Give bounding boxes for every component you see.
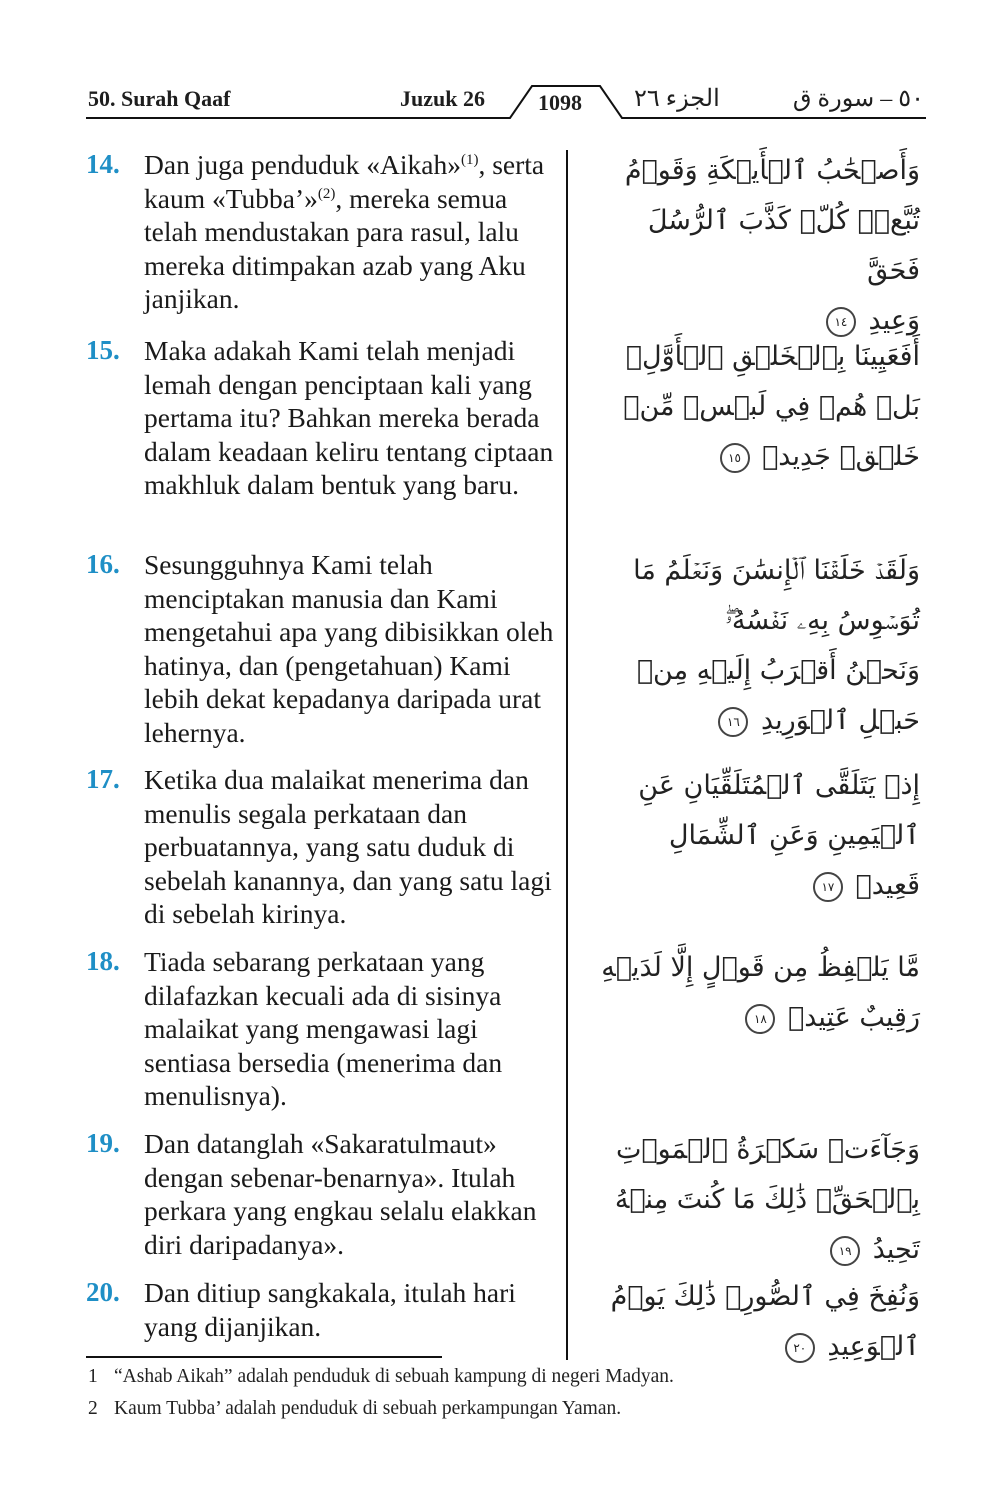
surah-title-arabic: ٥٠ – سورة ق bbox=[792, 86, 924, 112]
footnote-text: Kaum Tubba’ adalah penduduk di sebuah perkampungan Yaman. bbox=[114, 1398, 622, 1419]
arabic-line: وَنُفِخَ فِي ٱلصُّورِۚ ذَٰلِكَ يَوۡمُ ٱلۡوَعِيدِ bbox=[610, 1281, 920, 1362]
arabic-line: وَجَآءَتۡ سَكۡرَةُ ٱلۡمَوۡتِ بِٱلۡحَقِّۖ ذَٰلِكَ مَا كُنتَ مِنۡهُ bbox=[614, 1134, 920, 1215]
verse-number: 16. bbox=[86, 549, 120, 579]
verse-14-arabic bbox=[590, 146, 920, 346]
footnote-1 bbox=[88, 1366, 674, 1388]
ayah-end-marker: ١٨ bbox=[745, 1004, 775, 1034]
verse-number: 17. bbox=[86, 764, 120, 794]
verse-number: 20. bbox=[86, 1277, 120, 1307]
verse-19-arabic bbox=[590, 1125, 920, 1275]
arabic-line: أَفَعَيِينَا بِٱلۡخَلۡقِ ٱلۡأَوَّلِۚ بَلۡ هُمۡ فِي لَبۡسٖ مِّنۡ bbox=[623, 341, 920, 422]
arabic-line: تَحِيدُ bbox=[872, 1234, 920, 1265]
page-number: 1098 bbox=[538, 90, 582, 115]
footnote-number: 1 bbox=[88, 1366, 98, 1387]
verse-text: Tiada sebarang perkataan yang dilafazkan kecuali ada di sisinya malaikat yang mengawasi lagi sentiasa bersedia (menerima dan menulisnya). bbox=[144, 946, 503, 1111]
verse-text: Sesungguhnya Kami telah menciptakan manusia dan Kami mengetahui apa yang dibisikkan oleh hatinya, dan (pengetahuan) Kami lebih dekat kepadanya daripada urat lehernya. bbox=[144, 549, 554, 748]
arabic-line: خَلۡقٖ جَدِيدٖ bbox=[762, 441, 920, 472]
juz-label-arabic: الجزء ٢٦ bbox=[634, 86, 720, 112]
footnote-ref-2: (2) bbox=[317, 185, 336, 202]
ayah-end-marker: ٢٠ bbox=[785, 1333, 815, 1363]
footnote-ref-1: (1) bbox=[460, 151, 479, 168]
juz-label-latin: Juzuk 26 bbox=[400, 86, 485, 111]
ayah-end-marker: ١٧ bbox=[813, 872, 843, 902]
footnote-text: “Ashab Aikah” adalah penduduk di sebuah kampung di negeri Madyan. bbox=[114, 1366, 674, 1387]
verse-text: Dan datanglah «Sakaratulmaut» dengan sebenar-benarnya». Itulah perkara yang engkau selalu elakkan diri daripadanya». bbox=[144, 1128, 537, 1260]
verse-17-arabic bbox=[590, 761, 920, 911]
ayah-end-marker: ١٩ bbox=[830, 1236, 860, 1266]
verse-16-arabic bbox=[590, 546, 920, 746]
arabic-line: وَعِيدِ bbox=[868, 305, 920, 336]
ayah-end-marker: ١٤ bbox=[826, 307, 856, 337]
verse-text: Dan ditiup sangkakala, itulah hari yang dijanjikan. bbox=[144, 1277, 516, 1342]
verse-text: Dan juga penduduk «Aikah»$^{(1)}$, serta kaum «Tubba’»$^{(2)}$, mereka semua telah mendustakan para rasul, lalu mereka ditimpakan azab yang Aku janjikan. bbox=[144, 149, 545, 314]
ayah-end-marker: ١٦ bbox=[718, 707, 748, 737]
verse-15-arabic bbox=[590, 332, 920, 482]
arabic-line: قَعِيدٞ bbox=[855, 870, 920, 901]
arabic-line: وَأَصۡحَٰبُ ٱلۡأَيۡكَةِ وَقَوۡمُ تُبَّعٖۚ كُلّٞ كَذَّبَ ٱلرُّسُلَ فَحَقَّ bbox=[624, 155, 920, 286]
footnote-number: 2 bbox=[88, 1398, 98, 1419]
verse-number: 19. bbox=[86, 1128, 120, 1158]
verse-text: Maka adakah Kami telah menjadi lemah dengan penciptaan kali yang pertama itu? Bahkan mereka berada dalam keadaan keliru tentang ciptaan makhluk dalam bentuk yang baru. bbox=[144, 335, 554, 500]
footnote-rule bbox=[86, 1356, 442, 1358]
arabic-line: إِذۡ يَتَلَقَّى ٱلۡمُتَلَقِّيَانِ عَنِ ٱلۡيَمِينِ وَعَنِ ٱلشِّمَالِ bbox=[638, 770, 920, 851]
verse-20-arabic bbox=[590, 1272, 920, 1372]
arabic-line: وَلَقَدۡ خَلَقۡنَا ٱلۡإِنسَٰنَ وَنَعۡلَمُ مَا تُوَسۡوِسُ بِهِۦ نَفۡسُهُۥۖ bbox=[633, 555, 920, 636]
footnote-2 bbox=[88, 1398, 621, 1420]
arabic-line: وَنَحۡنُ أَقۡرَبُ إِلَيۡهِ مِنۡ حَبۡلِ ٱلۡوَرِيدِ bbox=[636, 655, 920, 736]
page-header bbox=[86, 84, 926, 118]
surah-title-latin: 50. Surah Qaaf bbox=[88, 86, 231, 111]
verse-number: 18. bbox=[86, 946, 120, 976]
ayah-end-marker: ١٥ bbox=[720, 443, 750, 473]
verse-text: Ketika dua malaikat menerima dan menulis segala perkataan dan perbuatannya, yang satu duduk di sebelah kanannya, dan yang satu lagi di sebelah kirinya. bbox=[144, 764, 552, 929]
arabic-line: مَّا يَلۡفِظُ مِن قَوۡلٍ إِلَّا لَدَيۡهِ رَقِيبٌ عَتِيدٞ bbox=[601, 952, 920, 1033]
verse-number: 15. bbox=[86, 335, 120, 365]
column-divider bbox=[566, 150, 568, 1360]
verse-number: 14. bbox=[86, 149, 120, 179]
verse-18-arabic bbox=[590, 943, 920, 1043]
